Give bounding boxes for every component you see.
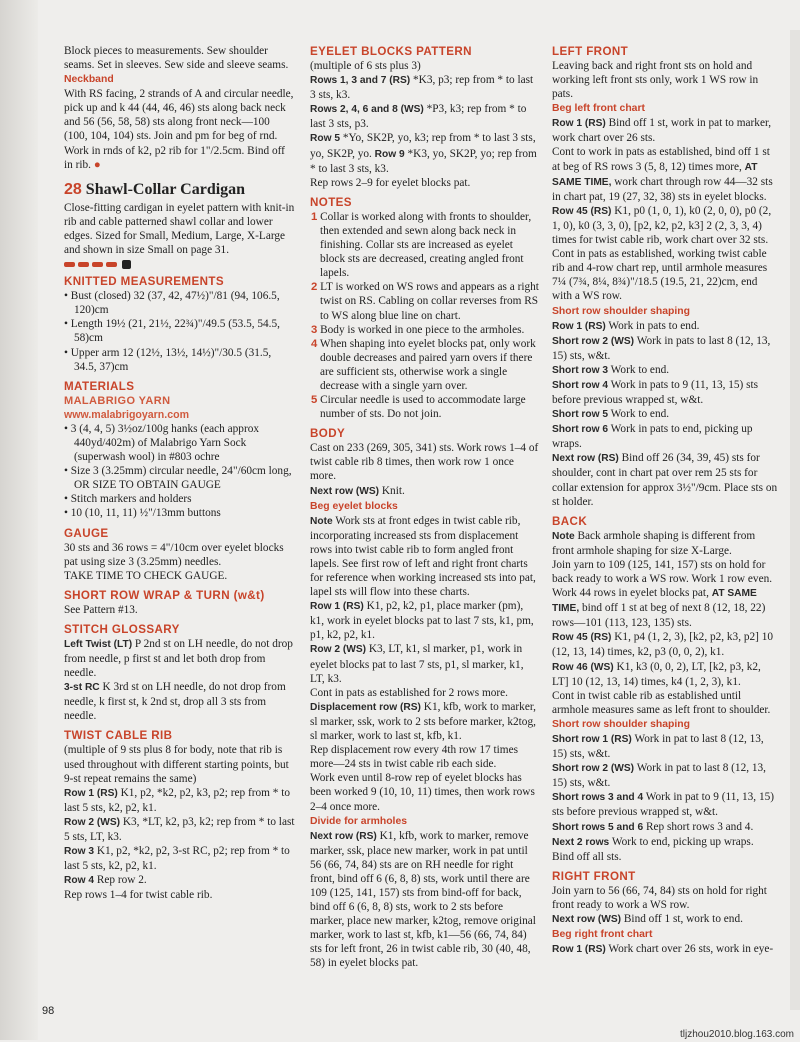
back-heading: BACK <box>552 514 588 528</box>
notes-heading: NOTES <box>310 195 352 209</box>
body-heading: BODY <box>310 427 346 441</box>
twist-cable-end: Rep rows 1–4 for twist cable rib. <box>64 889 213 902</box>
material-item: • Stitch markers and holders <box>64 493 192 506</box>
eyelet-intro: (multiple of 6 sts plus 3) <box>310 60 421 72</box>
column-2 <box>310 44 540 971</box>
materials-heading: MATERIALS <box>64 379 135 393</box>
left-front-heading: LEFT FRONT <box>552 45 629 58</box>
neckband-heading: Neckband <box>64 74 114 86</box>
right-front-text: Join yarn to 56 (66, 74, 84) sts on hold for right front ready to work a WS row. <box>552 884 767 911</box>
divide-row: Next row (RS) K1, kfb, work to marker, remove marker, ssk, place new marker, work in pat until 56 (66, 74, 84) sts are on RH needle for right front, bind off 6 (6, 8, 8) sts, work until there are 109 (125, 141, 157) sts from bind-off for back, bind off 6 (6, 8, 8) sts, work to 2 sts before marker, place new marker, k2tog, remove original marker, work to last st, kfb, k1—56 (66, 74, 84) sts for left front, 26 in twist cable rib, 30 (40, 48, 58) in eyelet blocks pat. <box>310 829 536 970</box>
short-row: Short rows 3 and 4 Work in pat to 9 (11, 13, 15) sts before previous wrapped st, w&t. <box>552 791 775 819</box>
watermark: tljzhou2010.blog.163.com <box>680 1029 794 1040</box>
short-row: Row 1 (RS) Work in pats to end. <box>552 319 700 332</box>
pattern-title: 28 Shawl-Collar Cardigan <box>64 180 246 198</box>
beg-eyelet-row: Row 1 (RS) K1, p2, k2, p1, place marker (pm), k1, work in eyelet blocks pat to last 7 sts, k1, pm, p1, k2, p2, k1. <box>310 600 534 642</box>
gauge-check: TAKE TIME TO CHECK GAUGE. <box>64 569 228 582</box>
shoulder-shaping-heading: Short row shoulder shaping <box>552 305 690 317</box>
binding-shadow <box>0 0 38 1040</box>
note-item: 1 Collar is worked along with fronts to shoulder, then extended and sewn along back neck in finishing. Collar sts are increased as eyelet block sts are decreased, creating angled front lapels. <box>311 210 532 280</box>
beg-eyelet-note: Note Work sts at front edges in twist cable rib, incorporating increased sts from displacement rows into twist cable rib to form angled front lapels. See first row of left and right front charts for reference when working increased sts into pat, lapel sts will flow into these charts. <box>310 514 536 599</box>
glossary-item: 3-st RC K 3rd st on LH needle, do not drop from needle, k first st, k 2nd st, drop all 3 sts from needle. <box>64 681 286 723</box>
measurements-heading: KNITTED MEASUREMENTS <box>64 275 225 289</box>
back-end: Bind off all sts. <box>552 850 622 863</box>
short-row: Short row 4 Work in pats to 9 (11, 13, 15) sts before previous wrapped st, w&t. <box>552 378 759 406</box>
glossary-heading: STITCH GLOSSARY <box>64 622 180 636</box>
column-3 <box>552 44 778 957</box>
beg-eyelet-row: Row 2 (WS) K3, LT, k1, sl marker, p1, work in eyelet blocks pat to last 7 sts, p1, sl marker, k1, LT, k3. <box>310 643 524 685</box>
gauge-heading: GAUGE <box>64 526 109 540</box>
twist-cable-heading: TWIST CABLE RIB <box>64 729 173 743</box>
beg-eyelet-cont: Cont in pats as established for 2 rows more. <box>310 686 508 699</box>
material-item: • 3 (4, 4, 5) 3½oz/100g hanks (each approx 440yd/402m) of Malabrigo Yarn Sock (superwash wool) in #803 ochre <box>64 422 260 464</box>
wrap-turn-heading: SHORT ROW WRAP & TURN (w&t) <box>64 588 265 602</box>
back-note: Note Back armhole shaping is different from front armhole shaping for size X-Large. <box>552 529 756 557</box>
material-item: • Size 3 (3.25mm) circular needle, 24"/60cm long, OR SIZE TO OBTAIN GAUGE <box>64 465 292 492</box>
left-front-row: Row 1 (RS) Bind off 1 st, work in pat to marker, work chart over 26 sts. <box>552 117 772 145</box>
column-1 <box>64 44 296 903</box>
left-front-cont: Cont in pats as established, working twist cable rib and 4-row chart rep, until armhole measures 7¼ (7¾, 8¼, 8¾)"/18.5 (19.5, 21, 22)cm, end with a WS row. <box>552 248 768 303</box>
eyelet-row: Row 5 *Yo, SK2P, yo, k3; rep from * to last 3 sts, yo, SK2P, yo. Row 9 *K3, yo, SK2P, yo; rep from * to last 3 sts, k3. <box>310 132 537 175</box>
right-front-row: Next row (WS) Bind off 1 st, work to end. <box>552 912 743 925</box>
wrap-turn-text: See Pattern #13. <box>64 603 138 616</box>
neckband-text: With RS facing, 2 strands of A and circular needle, pick up and k 44 (44, 46, 46) sts along back neck and 56 (56, 58, 58) sts along front neck—100 (100, 104, 104) sts. Join and pm for beg of rnd. Work in rnds of k2, p2 rib for 1"/2.5cm. Bind off in rib. ● <box>64 88 294 171</box>
twist-cable-intro: (multiple of 9 sts plus 8 for body, note that rib is used throughout with different starting points, but 9-st repeat remains the same) <box>64 744 289 785</box>
skill-level-icon <box>64 260 296 269</box>
divide-heading: Divide for armholes <box>310 815 408 827</box>
left-front-chart-heading: Beg left front chart <box>552 103 645 115</box>
twist-row: Row 4 Rep row 2. <box>64 874 147 887</box>
short-row: Short row 2 (WS) Work in pats to last 8 (12, 13, 15) sts, w&t. <box>552 334 771 362</box>
displacement-even: Work even until 8-row rep of eyelet blocks has been worked 9 (10, 10, 11) times, then work rows 2–4 once more. <box>310 772 535 813</box>
measurement-item: • Upper arm 12 (12½, 13½, 14½)"/30.5 (31.5, 34.5, 37)cm <box>64 346 272 373</box>
page-number: 98 <box>42 1005 55 1017</box>
body-next-row: Next row (WS) Knit. <box>310 484 405 497</box>
back-row: Row 46 (WS) K1, k3 (0, 0, 2), LT, [k2, p3, k2, LT] 10 (12, 13, 14) times, k4 (1, 2, 3), k1. <box>552 660 761 688</box>
pattern-number: 28 <box>64 180 82 198</box>
eyelet-row: Rows 1, 3 and 7 (RS) *K3, p3; rep from * to last 3 sts, k3. <box>310 74 534 102</box>
right-front-chart-heading: Beg right front chart <box>552 929 653 941</box>
measurement-item: • Bust (closed) 32 (37, 42, 47½)"/81 (94, 106.5, 120)cm <box>64 290 280 317</box>
left-front-row: Row 45 (RS) K1, p0 (1, 0, 1), k0 (2, 0, 0), p0 (2, 1, 0), k0 (3, 3, 0), [p2, k2, p2, k3] 2 (2, 3, 3, 4) times for twist cable rib, work chart over 32 sts. <box>552 204 772 247</box>
short-row: Short row 1 (RS) Work in pat to last 8 (12, 13, 15) sts, w&t. <box>552 732 764 761</box>
note-item: 4 When shaping into eyelet blocks pat, only work double decreases and paired yarn overs if there are sufficient sts, otherwise work a single decrease with a single yarn over. <box>311 337 536 392</box>
yarn-url: www.malabrigoyarn.com <box>64 408 189 421</box>
end-mark-icon: ● <box>93 158 101 171</box>
left-front-text: Leaving back and right front sts on hold and working left front sts only, work 1 WS row in pats. <box>552 60 759 101</box>
short-row: Short row 2 (WS) Work in pat to last 8 (12, 13, 15) sts, w&t. <box>552 762 766 790</box>
short-row: Short row 5 Work to end. <box>552 408 670 421</box>
pattern-description: Close-fitting cardigan in eyelet pattern with knit-in rib and cable patterned shawl collar and lower edges. Sized for Small, Medium, Large, X-Large and shown in size Small on page 31. <box>64 201 295 257</box>
short-row: Short row 3 Work to end. <box>552 363 670 376</box>
glossary-item: Left Twist (LT) P 2nd st on LH needle, do not drop from needle, p first st and let both drop from needle. <box>64 637 293 680</box>
twist-row: Row 2 (WS) K3, *LT, k2, p3, k2; rep from * to last 5 sts, LT, k3. <box>64 815 295 844</box>
twist-row: Row 1 (RS) K1, p2, *k2, p2, k3, p2; rep from * to last 5 sts, k2, p2, k1. <box>64 786 291 814</box>
displacement-repeat: Rep displacement row every 4th row 17 times more—24 sts in twist cable rib each side. <box>310 744 518 771</box>
beg-eyelet-heading: Beg eyelet blocks <box>310 500 398 512</box>
back-row: Row 45 (RS) K1, p4 (1, 2, 3), [k2, p2, k3, p2] 10 (12, 13, 14) times, k2, p3 (0, 0, 2), k1. <box>552 631 774 659</box>
left-front-cont: Cont to work in pats as established, bind off 1 st at beg of RS rows 3 (5, 8, 12) times more, AT SAME TIME, work chart through row 44—32 sts in chart pat, 19 (27, 32, 38) sts in eyelet blocks. <box>552 146 773 203</box>
short-row: Short row 6 Work in pats to end, picking up wraps. <box>552 423 753 451</box>
needles-icon <box>122 260 131 269</box>
displacement-row: Displacement row (RS) K1, kfb, work to marker, sl marker, ssk, work to 2 sts before marker, k2tog, sl marker, work to last st, kfb, k1. <box>310 700 536 743</box>
material-item: • 10 (10, 11, 11) ½"/13mm buttons <box>64 507 221 520</box>
note-item: 5 Circular needle is used to accommodate large number of sts. Do not join. <box>311 394 526 421</box>
back-join: Join yarn to 109 (125, 141, 157) sts on hold for back ready to work a WS row. Work 1 row even. <box>552 558 773 585</box>
body-text: Cast on 233 (269, 305, 341) sts. Work rows 1–4 of twist cable rib 8 times, then work row 1 once more. <box>310 442 539 483</box>
gauge-text: 30 sts and 36 rows = 4"/10cm over eyelet blocks pat using size 3 (3.25mm) needles. <box>64 541 284 568</box>
eyelet-end: Rep rows 2–9 for eyelet blocks pat. <box>310 176 471 189</box>
back-shoulder-heading: Short row shoulder shaping <box>552 718 690 730</box>
next-page-edge <box>790 30 800 1010</box>
right-front-heading: RIGHT FRONT <box>552 869 636 883</box>
twist-row: Row 3 K1, p2, *k2, p2, 3-st RC, p2; rep from * to last 5 sts, k2, p2, k1. <box>64 845 290 873</box>
short-row: Next row (RS) Bind off 26 (34, 39, 45) sts for shoulder, cont in chart pat over rem 25 sts for collar extension for approx 3½"/9cm. Place sts on st holder. <box>552 452 778 508</box>
note-item: 2 LT is worked on WS rows and appears as a right twist on RS. Cabling on collar reverses from RS to WS along blue line on chart. <box>311 281 539 322</box>
short-row: Next 2 rows Work to end, picking up wraps. <box>552 835 754 848</box>
short-row: Short rows 5 and 6 Rep short rows 3 and 4. <box>552 820 754 833</box>
eyelet-heading: EYELET BLOCKS PATTERN <box>310 45 472 58</box>
yarn-brand: MALABRIGO YARN <box>64 394 171 407</box>
note-item: 3 Body is worked in one piece to the armholes. <box>311 323 525 336</box>
right-front-row: Row 1 (RS) Work chart over 26 sts, work in eye- <box>552 943 774 956</box>
measurement-item: • Length 19½ (21, 21½, 22¾)"/49.5 (53.5, 54.5, 58)cm <box>64 318 280 345</box>
eyelet-row: Rows 2, 4, 6 and 8 (WS) *P3, k3; rep from * to last 3 sts, p3. <box>310 103 527 131</box>
back-cont: Cont in twist cable rib as established until armhole measures same as left front to shoulder. <box>552 689 771 716</box>
back-work: Work 44 rows in eyelet blocks pat, AT SAME TIME, bind off 1 st at beg of next 8 (12, 18, 22) rows—101 (113, 123, 135) sts. <box>552 587 766 630</box>
finishing-text: Block pieces to measurements. Sew shoulder seams. Set in sleeves. Sew side and sleeve seams. <box>64 45 289 72</box>
